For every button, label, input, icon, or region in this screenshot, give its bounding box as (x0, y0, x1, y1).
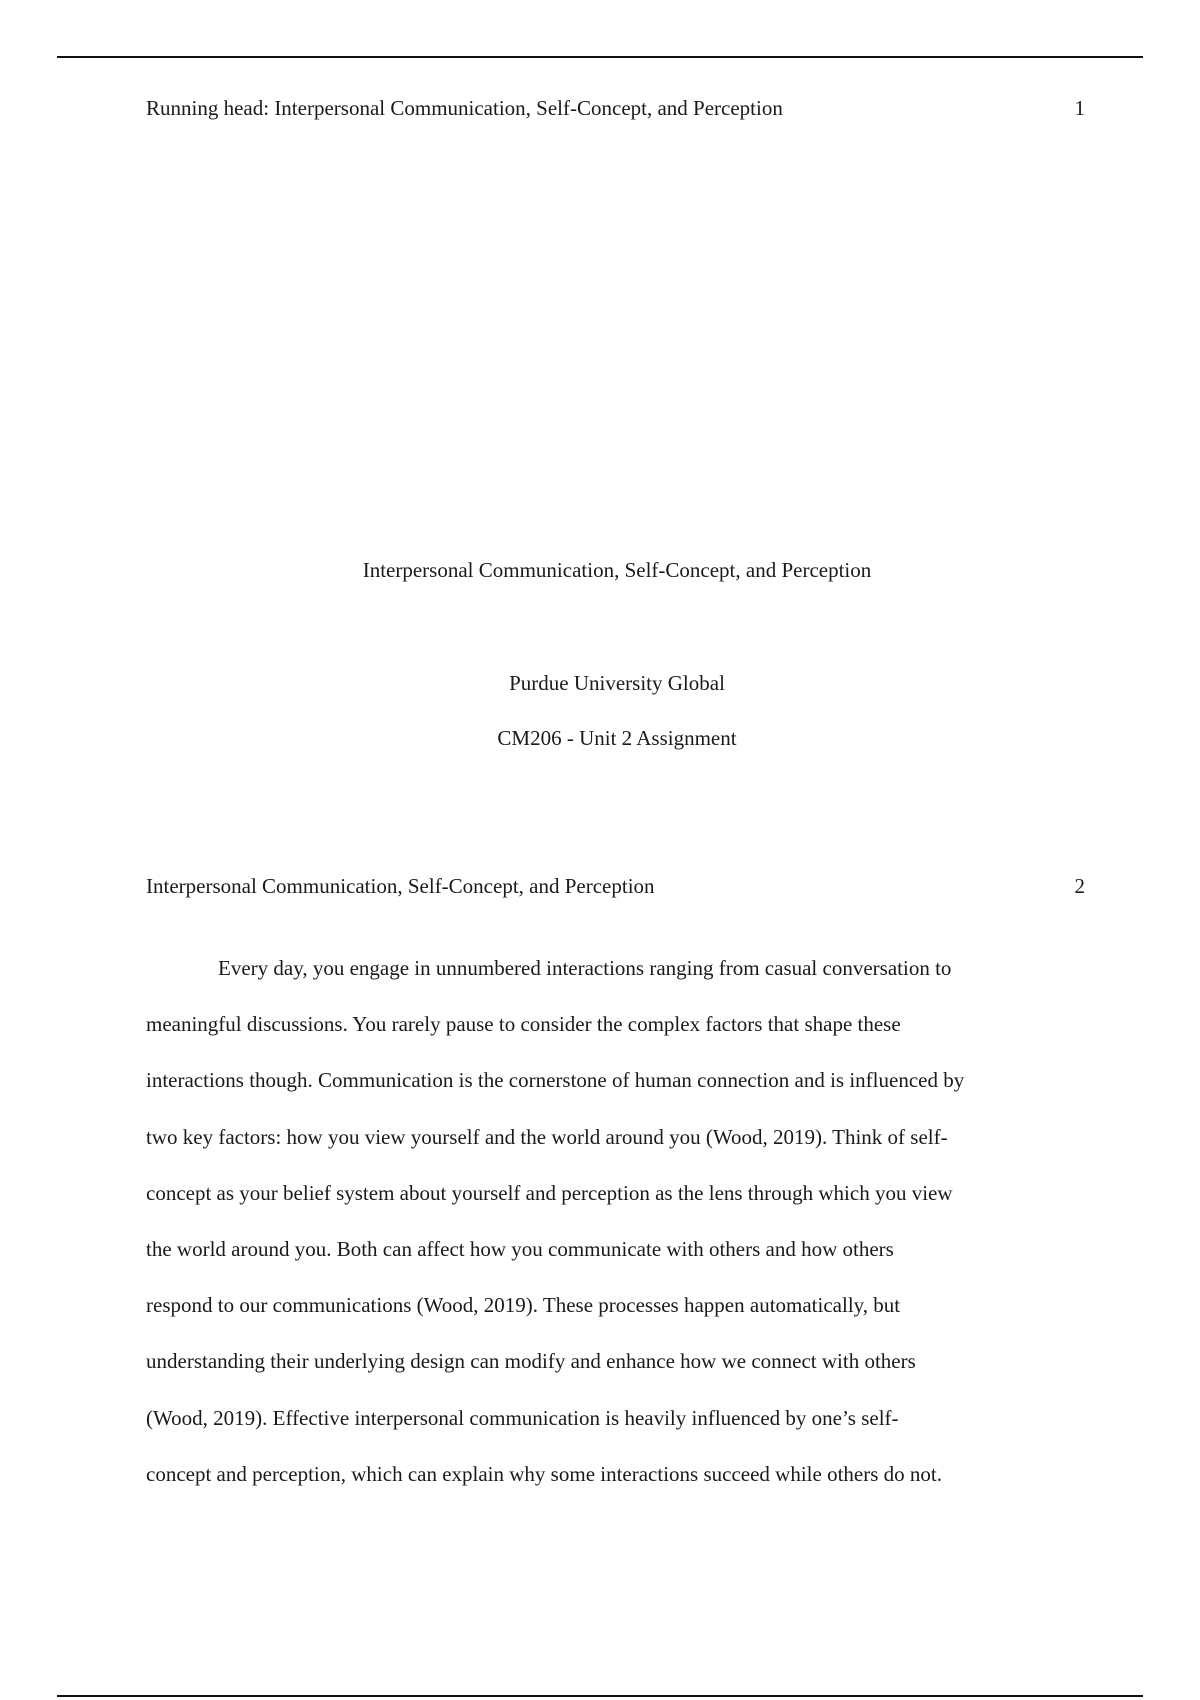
paragraph-line: interactions though. Communication is the cornerstone of human connection and is influenced by (146, 1068, 965, 1093)
paragraph-line: Every day, you engage in unnumbered interactions ranging from casual conversation to (218, 956, 952, 980)
paragraph-line: two key factors: how you view yourself and the world around you (Wood, 2019). Think of self- (146, 1124, 948, 1149)
body-paragraph (146, 940, 1094, 1502)
paper-title: Interpersonal Communication, Self-Concept, and Perception (362, 558, 872, 582)
paragraph-line: understanding their underlying design can modify and enhance how we connect with others (146, 1349, 916, 1374)
page-number-2: 2 (1074, 874, 1085, 898)
paragraph-line: concept and perception, which can explain why some interactions succeed while others do not. (146, 1461, 942, 1486)
page-2-header-title: Interpersonal Communication, Self-Concept, and Perception (146, 874, 655, 898)
top-page-rule (57, 56, 1143, 58)
page-2-header (146, 873, 1088, 899)
paragraph-line: respond to our communications (Wood, 2019). These processes happen automatically, but (146, 1293, 901, 1318)
paragraph-line: meaningful discussions. You rarely pause to consider the complex factors that shape these (146, 1012, 901, 1037)
bottom-page-rule (57, 1695, 1143, 1697)
institution-name: Purdue University Global (509, 671, 725, 695)
paragraph-line: concept as your belief system about yourself and perception as the lens through which you view (146, 1180, 953, 1205)
page-number-1: 1 (1074, 96, 1085, 120)
page-1-header (146, 95, 1088, 121)
running-head: Running head: Interpersonal Communication, Self-Concept, and Perception (146, 96, 783, 120)
paragraph-line: the world around you. Both can affect how you communicate with others and how others (146, 1237, 894, 1262)
course-name: CM206 - Unit 2 Assignment (497, 726, 737, 750)
paragraph-line: (Wood, 2019). Effective interpersonal communication is heavily influenced by one’s self- (146, 1405, 899, 1430)
